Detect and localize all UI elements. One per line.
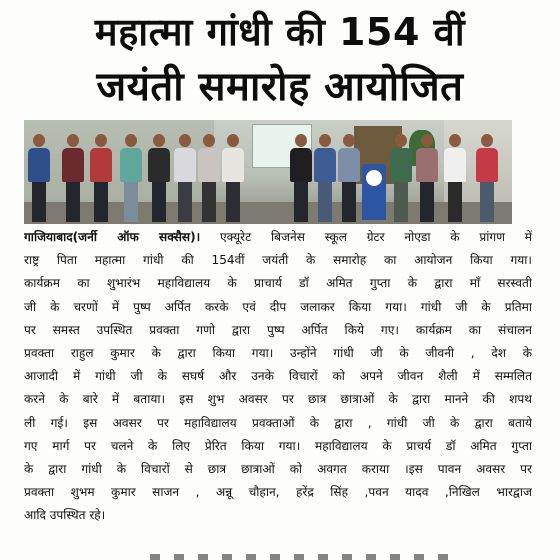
headline-line-2: जयंती समारोह आयोजित (96, 64, 464, 110)
article-line: जी के चरणों में पुष्प अर्पित करके एवं दीप जलाकर किया गया। गांधी जी के प्रतिमा (24, 299, 532, 314)
article-line: गए मार्ग पर चलने के लिए प्रेरित किया गया। महाविद्यालय के प्राचर्य डॉ अमित गुप्ता (24, 438, 532, 453)
person-figure (338, 134, 360, 222)
article-line: पर समस्त उपस्थित प्रवक्ता गणो द्वारा पुष्प अर्पित किये गए। कार्यक्रम का संचालन (24, 322, 532, 337)
person-figure (390, 134, 412, 222)
person-figure (222, 134, 244, 222)
article-line: ली गई। इस अवसर पर महाविद्यालय प्रवक्ताओं के द्वारा , गांधी जी के द्वारा बताये (24, 415, 532, 430)
group-photo (24, 120, 512, 224)
person-figure (416, 134, 438, 222)
person-figure (290, 134, 312, 222)
article-line: करने के बारे में बताया। इस शुभ अवसर पर छात्र छात्राओं के द्वारा मानने की शपथ (24, 392, 532, 407)
article-line: आदि उपस्थित रहे। (24, 508, 106, 523)
person-figure (62, 134, 84, 222)
article-line: कार्यक्रम का शुभारंभ महाविद्यालय के प्राचार्य डॉ अमित गुप्ता के द्वारा माँ सरस्वती (24, 276, 532, 291)
headline-line-1: महात्मा गांधी की 154 वीं (94, 10, 466, 54)
person-figure (314, 134, 336, 222)
person-figure (444, 134, 466, 222)
dateline: गाजियाबाद(जर्नी ऑफ सक्सैस)। (24, 230, 201, 244)
article-body (24, 226, 532, 528)
article-line: प्रवक्ता शुभम कुमार साजन , अन्नू चौहान, हरेंद्र सिंह ,पवन यादव ,निखिल भारद्वाज (24, 485, 532, 500)
person-figure (198, 134, 220, 222)
article-line: के द्वारा गांधी के विचारों से छात्र छात्राओं को अवगत कराया ।इस पावन अवसर पर (24, 462, 532, 477)
article-line: आजादी में गांधी जी के सघर्ष और उनके विचारों को अपने जीवन शैली में सम्मलित (24, 369, 532, 384)
person-figure (28, 134, 50, 222)
article-line-text: एक्यूरेट बिजनेस स्कूल ग्रेटर नोएडा के प्रांगण में (200, 230, 532, 244)
person-figure (90, 134, 112, 222)
person-figure (476, 134, 498, 222)
person-figure (120, 134, 142, 222)
article-line (24, 226, 532, 249)
article-line: प्रवक्ता राहुल कुमार के द्वारा किया गया। उन्होंने गांधी जी के जीवनी , देश के (24, 346, 532, 361)
podium-logo (366, 170, 382, 186)
article-line: राष्ट्र पिता महात्मा गांधी की 154वीं जयंती के समारोह का आयोजन किया गया। (24, 253, 532, 268)
person-figure (174, 134, 196, 222)
next-headline-fragment (150, 554, 450, 560)
person-figure (148, 134, 170, 222)
